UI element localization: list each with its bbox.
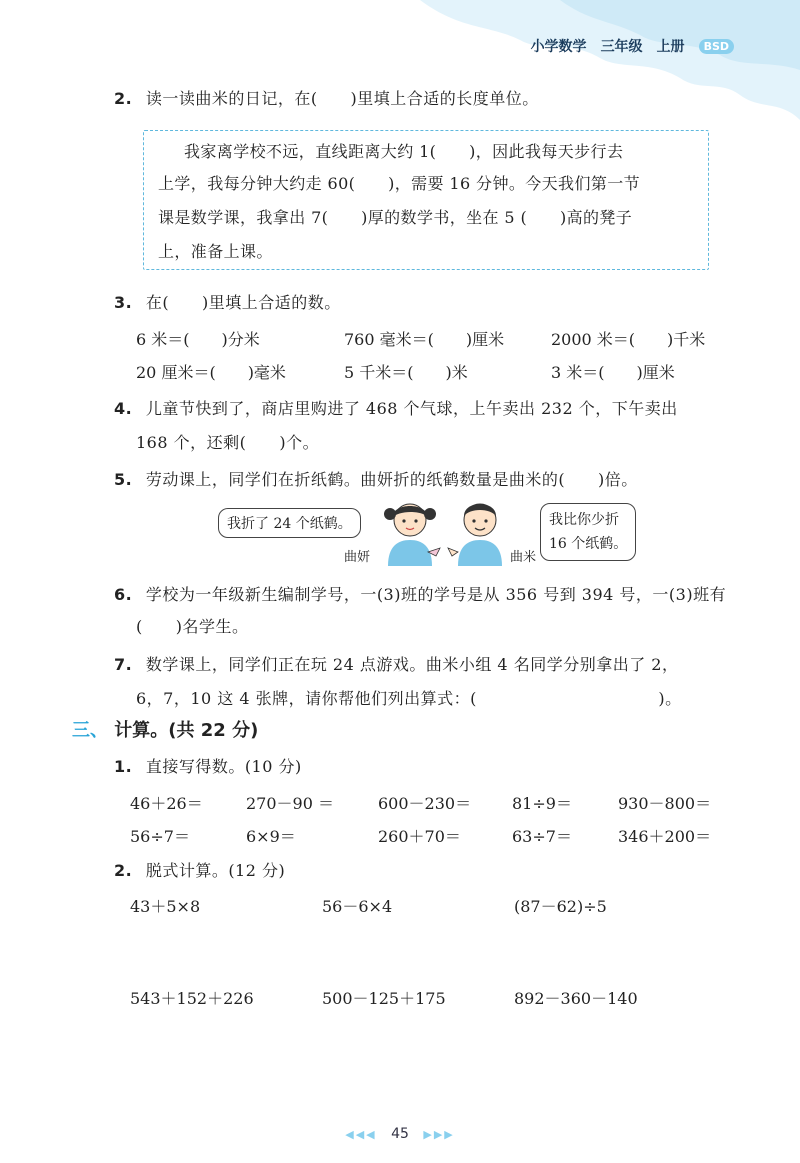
header-volume: 上册 — [656, 39, 685, 55]
diary-line-4: 上，准备上课。 — [158, 242, 273, 261]
diary-line-2: 上学，我每分钟大约走 60( )，需要 16 分钟。今天我们第一节 — [158, 174, 641, 193]
question-4 — [114, 396, 678, 419]
calc-1-number: 1. — [114, 757, 133, 776]
q3-item-4: 20 厘米＝( )毫米 — [136, 363, 286, 382]
question-3-number: 3. — [114, 293, 133, 312]
right-arrows-icon: ▶▶▶ — [423, 1128, 455, 1141]
diary-line-1: 我家离学校不远，直线距离大约 1( )，因此我每天步行去 — [184, 142, 624, 161]
header-grade: 三年级 — [600, 39, 643, 55]
speech-bubble-qumi — [540, 503, 636, 561]
calc1-item-3: 600－230＝ — [378, 794, 472, 813]
page-footer — [0, 1126, 800, 1142]
calc2-item-2: 56－6×4 — [322, 897, 393, 916]
calc-1 — [114, 754, 302, 777]
question-2-number: 2. — [114, 89, 133, 108]
calc1-item-8: 260＋70＝ — [378, 827, 461, 846]
calc1-item-9: 63÷7＝ — [512, 827, 572, 846]
left-arrows-icon: ◀◀◀ — [345, 1128, 377, 1141]
question-4-line-2: 168 个，还剩( )个。 — [136, 433, 320, 452]
speech-bubble-qumi-line-1: 我比你少折 — [549, 512, 619, 528]
calc2-item-4: 543＋152＋226 — [130, 989, 254, 1008]
section-3-heading — [72, 716, 258, 742]
calc-2-title: 脱式计算。(12 分) — [145, 861, 286, 880]
q3-item-2: 760 毫米＝( )厘米 — [344, 330, 505, 349]
page-number: 45 — [391, 1126, 409, 1142]
q3-item-6: 3 米＝( )厘米 — [551, 363, 675, 382]
question-2-text: 读一读曲米的日记，在( )里填上合适的长度单位。 — [145, 89, 539, 108]
calc2-item-5: 500－125＋175 — [322, 989, 446, 1008]
question-4-line-1: 儿童节快到了，商店里购进了 468 个气球，上午卖出 232 个，下午卖出 — [145, 399, 678, 418]
speech-bubble-qumi-line-2: 16 个纸鹤。 — [549, 536, 628, 552]
q3-item-3: 2000 米＝( )千米 — [551, 330, 706, 349]
q3-item-1: 6 米＝( )分米 — [136, 330, 260, 349]
question-4-number: 4. — [114, 399, 133, 418]
question-6-line-2: ( )名学生。 — [136, 617, 249, 636]
calc-2-number: 2. — [114, 861, 133, 880]
girl-figure-icon — [384, 504, 440, 566]
diary-line-3: 课是数学课，我拿出 7( )厚的数学书，坐在 5 ( )高的凳子 — [158, 208, 633, 227]
calc1-item-7: 6×9＝ — [246, 827, 296, 846]
calc-1-title: 直接写得数。(10 分) — [145, 757, 302, 776]
question-3-text: 在( )里填上合适的数。 — [145, 293, 341, 312]
question-7 — [114, 652, 678, 675]
question-5 — [114, 467, 638, 490]
name-label-quyan: 曲妍 — [344, 550, 371, 565]
speech-bubble-quyan: 我折了 24 个纸鹤。 — [218, 508, 361, 538]
question-6-number: 6. — [114, 585, 133, 604]
header-subject: 小学数学 — [530, 39, 587, 55]
boy-figure-icon — [448, 504, 502, 566]
section-3-number: 三、 — [72, 720, 108, 741]
question-6 — [114, 582, 726, 605]
question-7-number: 7. — [114, 655, 133, 674]
header-sky-decoration — [0, 0, 800, 130]
question-6-line-1: 学校为一年级新生编制学号，一(3)班的学号是从 356 号到 394 号，一(3)班有 — [145, 585, 727, 604]
calc2-item-1: 43＋5×8 — [130, 897, 201, 916]
question-5-text: 劳动课上，同学们在折纸鹤。曲妍折的纸鹤数量是曲米的( )倍。 — [145, 470, 638, 489]
children-illustration — [370, 496, 520, 568]
page-header — [531, 36, 734, 56]
calc-2 — [114, 858, 285, 881]
calc1-item-2: 270－90 ＝ — [246, 794, 334, 813]
name-label-qumi: 曲米 — [510, 550, 537, 565]
header-badge: BSD — [699, 39, 734, 54]
calc1-item-5: 930－800＝ — [618, 794, 712, 813]
calc1-item-10: 346＋200＝ — [618, 827, 712, 846]
question-7-line-1: 数学课上，同学们正在玩 24 点游戏。曲米小组 4 名同学分别拿出了 2， — [145, 655, 679, 674]
calc1-item-1: 46＋26＝ — [130, 794, 203, 813]
question-3 — [114, 290, 341, 313]
diary-box — [143, 130, 709, 270]
calc1-item-4: 81÷9＝ — [512, 794, 572, 813]
question-7-line-2: 6，7，10 这 4 张牌，请你帮他们列出算式：( )。 — [136, 689, 682, 708]
q3-item-5: 5 千米＝( )米 — [344, 363, 468, 382]
calc2-item-6: 892－360－140 — [514, 989, 638, 1008]
calc2-item-3: (87－62)÷5 — [514, 897, 607, 916]
calc1-item-6: 56÷7＝ — [130, 827, 190, 846]
question-2 — [114, 86, 539, 109]
question-5-number: 5. — [114, 470, 133, 489]
section-3-title: 计算。(共 22 分) — [114, 720, 259, 741]
